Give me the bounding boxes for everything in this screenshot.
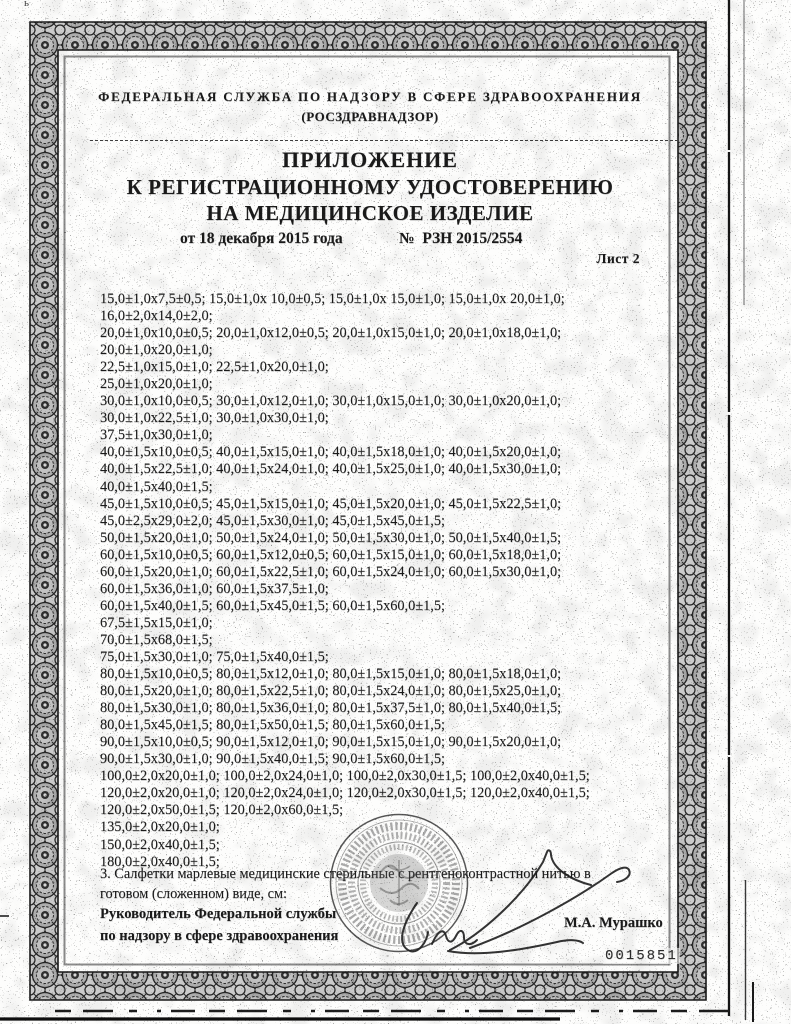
size-line: 60,0±1,5х10,0±0,5; 60,0±1,5х12,0±0,5; 60,0±1,5х15,0±1,0; 60,0±1,5х18,0±1,0; xyxy=(100,546,562,563)
document-title-line2: К РЕГИСТРАЦИОННОМУ УДОСТОВЕРЕНИЮ xyxy=(126,175,614,199)
size-line: 37,5±1,0х30,0±1,0; xyxy=(100,427,213,444)
size-line: 150,0±2,0х40,0±1,5; xyxy=(100,836,220,853)
item3-paragraph-line2: готовом (сложенном) виде, см: xyxy=(100,886,287,902)
size-line: 40,0±1,5х22,5±1,0; 40,0±1,5х24,0±1,0; 40,0±1,5х25,0±1,0; 40,0±1,5х30,0±1,0; xyxy=(100,461,562,478)
size-line: 60,0±1,5х20,0±1,0; 60,0±1,5х22,5±1,0; 60,0±1,5х24,0±1,0; 60,0±1,5х30,0±1,0; xyxy=(100,563,562,580)
size-line: 45,0±2,5х29,0±2,0; 45,0±1,5х30,0±1,0; 45,0±1,5х45,0±1,5; xyxy=(100,512,445,529)
signer-name: М.А. Мурашко xyxy=(564,915,663,931)
size-line: 120,0±2,0х20,0±1,0; 120,0±2,0х24,0±1,0; 120,0±2,0х30,0±1,5; 120,0±2,0х40,0±1,5; xyxy=(100,785,590,802)
size-line: 45,0±1,5х10,0±0,5; 45,0±1,5х15,0±1,0; 45,0±1,5х20,0±1,0; 45,0±1,5х22,5±1,0; xyxy=(100,495,562,512)
size-line: 90,0±1,5х10,0±0,5; 90,0±1,5х12,0±1,0; 90,0±1,5х15,0±1,0; 90,0±1,5х20,0±1,0; xyxy=(100,734,562,751)
size-line: 75,0±1,5х30,0±1,0; 75,0±1,5х40,0±1,5; xyxy=(100,648,329,665)
size-line: 180,0±2,0х40,0±1,5; xyxy=(100,853,220,870)
size-line: 25,0±1,0х20,0±1,0; xyxy=(100,376,213,393)
size-line: 60,0±1,5х40,0±1,5; 60,0±1,5х45,0±1,5; 60,0±1,5х60,0±1,5; xyxy=(100,597,445,614)
item3-paragraph-line1: 3. Салфетки марлевые медицинские стерильные с рентгеноконтрастной нитью в xyxy=(100,866,591,882)
document-title-line3: НА МЕДИЦИНСКОЕ ИЗДЕЛИЕ xyxy=(206,201,534,225)
size-line: 67,5±1,5х15,0±1,0; xyxy=(100,614,213,631)
size-line: 40,0±1,5х40,0±1,5; xyxy=(100,478,213,495)
size-line: 60,0±1,5х36,0±1,0; 60,0±1,5х37,5±1,0; xyxy=(100,580,329,597)
scan-speck-mark: ь xyxy=(24,0,30,9)
sheet-number-label: Лист 2 xyxy=(596,251,640,266)
size-line: 20,0±1,0х20,0±1,0; xyxy=(100,342,213,359)
size-line: 16,0±2,0х14,0±2,0; xyxy=(100,308,213,325)
round-seal-stamp xyxy=(331,815,468,952)
size-line: 135,0±2,0х20,0±1,0; xyxy=(100,819,220,836)
size-line: 30,0±1,0х10,0±0,5; 30,0±1,0х12,0±1,0; 30,0±1,0х15,0±1,0; 30,0±1,0х20,0±1,0; xyxy=(100,393,562,410)
size-line: 70,0±1,5х68,0±1,5; xyxy=(100,631,213,648)
document-title-line1: ПРИЛОЖЕНИЕ xyxy=(282,147,458,172)
form-serial-number: 0015851 xyxy=(605,948,678,964)
signer-role-line2: по надзору в сфере здравоохранения xyxy=(100,928,339,944)
size-line: 80,0±1,5х30,0±1,0; 80,0±1,5х36,0±1,0; 80,0±1,5х37,5±1,0; 80,0±1,5х40,0±1,5; xyxy=(100,700,562,717)
size-line: 80,0±1,5х10,0±0,5; 80,0±1,5х12,0±1,0; 80,0±1,5х15,0±1,0; 80,0±1,5х18,0±1,0; xyxy=(100,666,562,683)
document-date: от 18 декабря 2015 года xyxy=(180,230,343,247)
registration-number: № РЗН 2015/2554 xyxy=(399,230,523,247)
size-line: 40,0±1,5х10,0±0,5; 40,0±1,5х15,0±1,0; 40,0±1,5х18,0±1,0; 40,0±1,5х20,0±1,0; xyxy=(100,444,562,461)
size-line: 20,0±1,0х10,0±0,5; 20,0±1,0х12,0±0,5; 20,0±1,0х15,0±1,0; 20,0±1,0х18,0±1,0; xyxy=(100,325,562,342)
size-line: 30,0±1,0х22,5±1,0; 30,0±1,0х30,0±1,0; xyxy=(100,410,329,427)
size-line: 90,0±1,5х30,0±1,0; 90,0±1,5х40,0±1,5; 90,0±1,5х60,0±1,5; xyxy=(100,751,445,768)
size-line: 22,5±1,0х15,0±1,0; 22,5±1,0х20,0±1,0; xyxy=(100,359,329,376)
agency-short-name-line: (РОСЗДРАВНАДЗОР) xyxy=(301,109,439,124)
size-line: 15,0±1,0х7,5±0,5; 15,0±1,0х 10,0±0,5; 15,0±1,0х 15,0±1,0; 15,0±1,0х 20,0±1,0; xyxy=(100,291,565,307)
size-line: 80,0±1,5х45,0±1,5; 80,0±1,5х50,0±1,5; 80,0±1,5х60,0±1,5; xyxy=(100,717,445,734)
size-line: 50,0±1,5х20,0±1,0; 50,0±1,5х24,0±1,0; 50,0±1,5х30,0±1,0; 50,0±1,5х40,0±1,5; xyxy=(100,529,562,546)
agency-name-line: ФЕДЕРАЛЬНАЯ СЛУЖБА ПО НАДЗОРУ В СФЕРЕ ЗДРАВООХРАНЕНИЯ xyxy=(98,89,642,104)
size-line: 100,0±2,0х20,0±1,0; 100,0±2,0х24,0±1,0; 100,0±2,0х30,0±1,5; 100,0±2,0х40,0±1,5; xyxy=(100,768,590,785)
size-line: 80,0±1,5х20,0±1,0; 80,0±1,5х22,5±1,0; 80,0±1,5х24,0±1,0; 80,0±1,5х25,0±1,0; xyxy=(100,683,562,700)
signer-role-line1: Руководитель Федеральной службы xyxy=(100,906,337,922)
size-line: 120,0±2,0х50,0±1,5; 120,0±2,0х60,0±1,5; xyxy=(100,802,344,819)
